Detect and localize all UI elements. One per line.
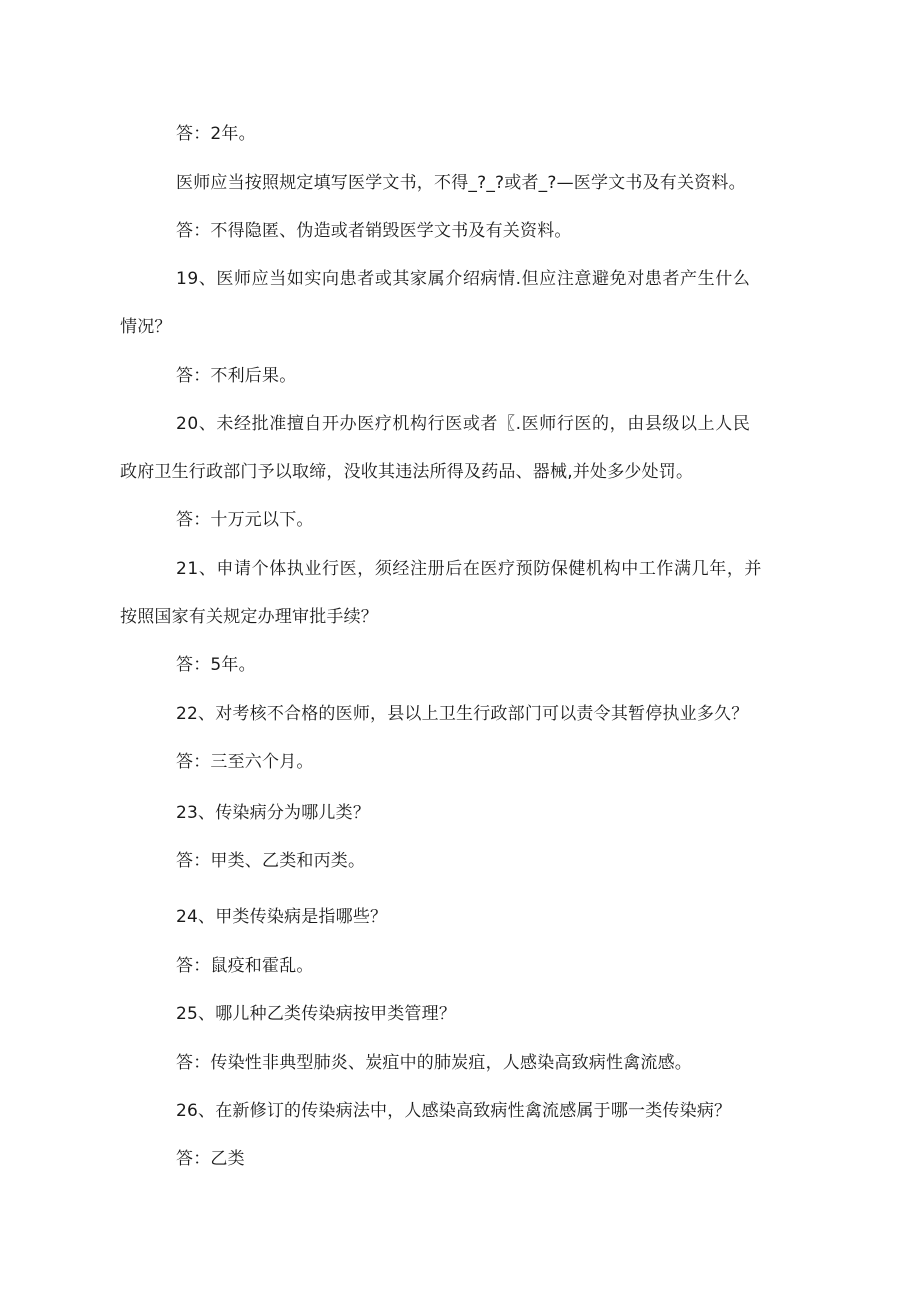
answer-line: 答：十万元以下。: [176, 510, 314, 530]
answer-line: 答：不利后果。: [176, 366, 297, 386]
question-line: 医师应当按照规定填写医学文书，不得_?_?或者_?—医学文书及有关资料。: [176, 173, 746, 193]
question-line: 22、对考核不合格的医师，县以上卫生行政部门可以责令其暂停执业多久？: [176, 704, 749, 724]
answer-line: 答：鼠疫和霍乱。: [176, 956, 314, 976]
question-line: 20、未经批准擅自开办医疗机构行医或者〖.医师行医的，由县级以上人民: [176, 414, 751, 434]
question-line: 21、申请个体执业行医，须经注册后在医疗预防保健机构中工作满几年，并: [176, 559, 763, 579]
question-line: 23、传染病分为哪儿类？: [176, 803, 371, 823]
answer-line: 答：不得隐匿、伪造或者销毁医学文书及有关资料。: [176, 221, 572, 241]
answer-line: 答：5年。: [176, 655, 256, 675]
answer-line: 答：三至六个月。: [176, 752, 314, 772]
answer-line: 答：乙类: [176, 1149, 245, 1169]
question-continuation-line: 按照国家有关规定办理审批手续？: [120, 607, 378, 627]
question-line: 25、哪儿种乙类传染病按甲类管理？: [176, 1004, 457, 1024]
question-line: 26、在新修订的传染病法中，人感染高致病性禽流感属于哪一类传染病？: [176, 1101, 732, 1121]
question-continuation-line: 情况？: [120, 317, 172, 337]
question-line: 24、甲类传染病是指哪些？: [176, 907, 388, 927]
question-line: 19、医师应当如实向患者或其家属介绍病情.但应注意避免对患者产生什么: [176, 269, 751, 289]
answer-line: 答：2年。: [176, 124, 256, 144]
answer-line: 答：甲类、乙类和丙类。: [176, 851, 366, 871]
answer-line: 答：传染性非典型肺炎、炭疽中的肺炭疽，人感染高致病性禽流感。: [176, 1053, 692, 1073]
question-continuation-line: 政府卫生行政部门予以取缔，没收其违法所得及药品、器械,并处多少处罚。: [120, 462, 694, 482]
